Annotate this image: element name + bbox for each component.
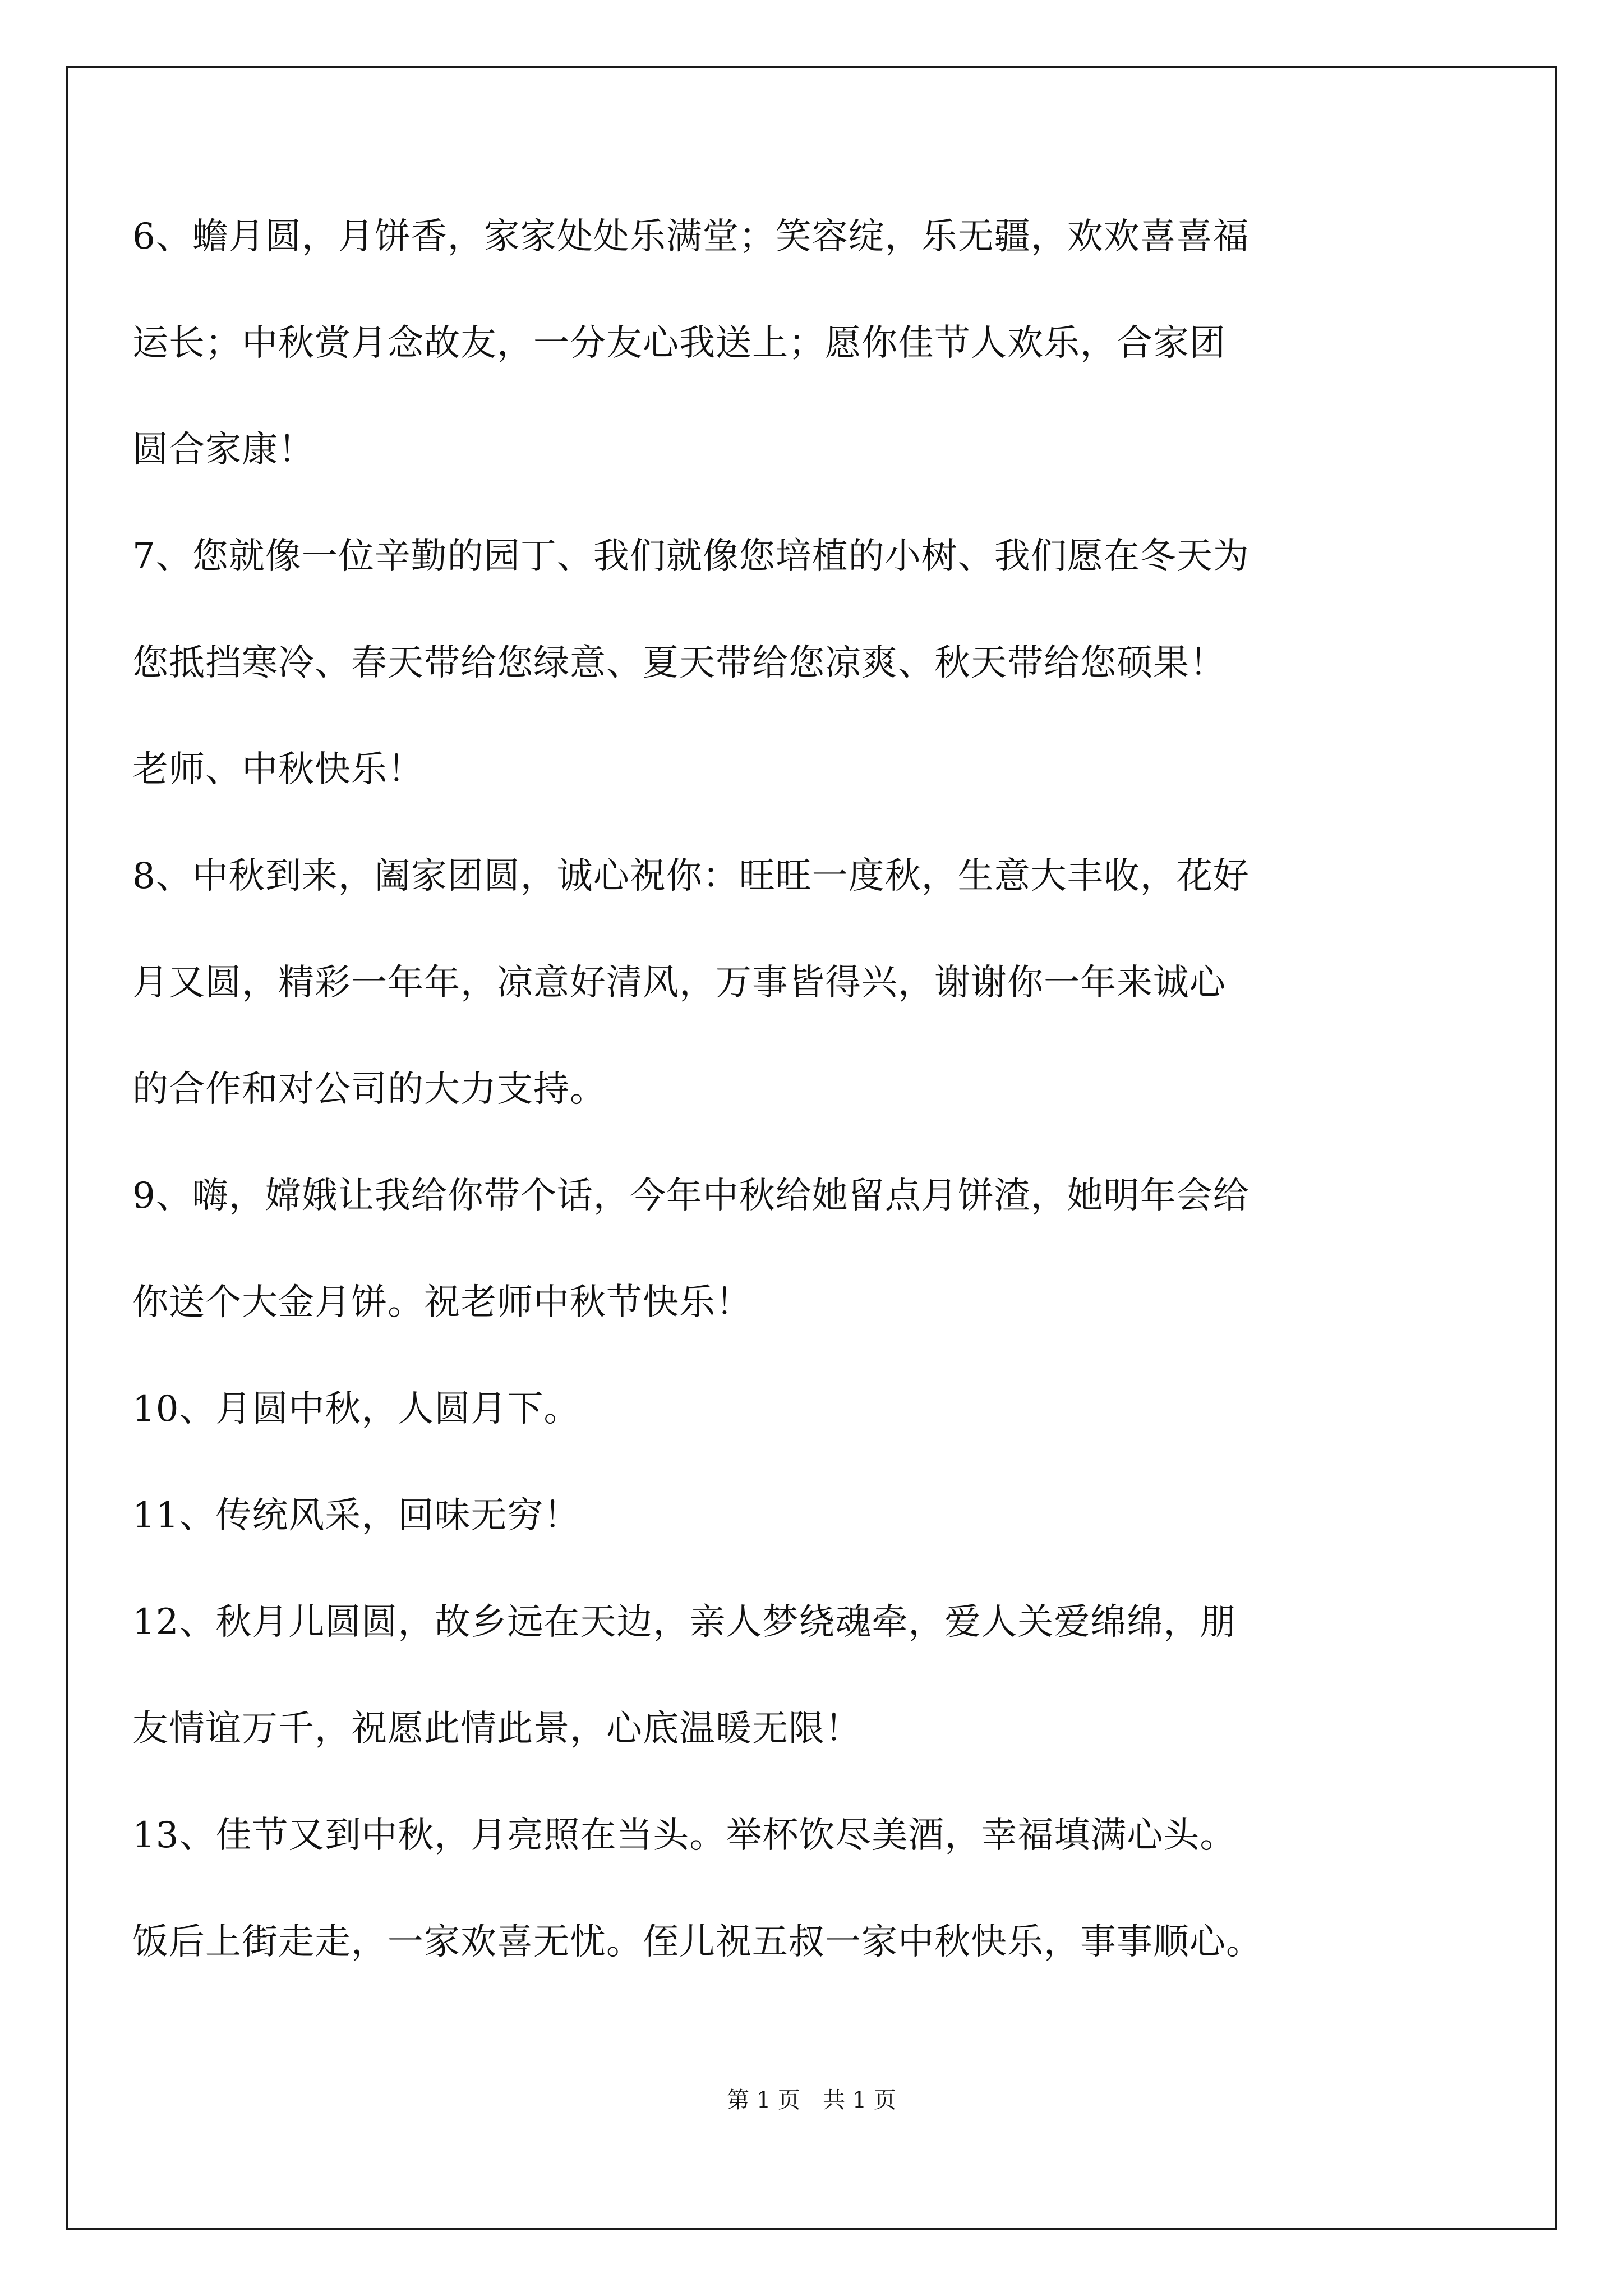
paragraph-8-line-3: 的合作和对公司的大力支持。 [132, 1069, 606, 1110]
page-footer: 第 1 页 共 1 页 [727, 2087, 896, 2113]
paragraph-8-line-1: 8、中秋到来，阖家团圆，诚心祝你：旺旺一度秋，生意大丰收，花好 [132, 855, 1249, 897]
paragraph-6-line-2: 运长；中秋赏月念故友，一分友心我送上；愿你佳节人欢乐，合家团 [132, 323, 1226, 364]
paragraph-10-line-1: 10、月圆中秋，人圆月下。 [132, 1388, 580, 1430]
paragraph-6-line-1: 6、蟾月圆，月饼香，家家处处乐满堂；笑容绽，乐无疆，欢欢喜喜福 [132, 216, 1249, 257]
paragraph-7-line-2: 您抵挡寒冷、春天带给您绿意、夏天带给您凉爽、秋天带给您硕果！ [132, 642, 1226, 684]
paragraph-12-line-1: 12、秋月儿圆圆，故乡远在天边，亲人梦绕魂牵，爱人关爱绵绵，朋 [132, 1602, 1237, 1643]
paragraph-7-line-1: 7、您就像一位辛勤的园丁、我们就像您培植的小树、我们愿在冬天为 [132, 536, 1249, 577]
paragraph-8-line-2: 月又圆，精彩一年年，凉意好清风，万事皆得兴，谢谢你一年来诚心 [132, 962, 1226, 1004]
paragraph-11-line-1: 11、传统风采，回味无穷！ [132, 1495, 580, 1536]
paragraph-13-line-1: 13、佳节又到中秋，月亮照在当头。举杯饮尽美酒，幸福填满心头。 [132, 1815, 1237, 1856]
paragraph-9-line-2: 你送个大金月饼。祝老师中秋节快乐！ [132, 1282, 752, 1323]
paragraph-7-line-3: 老师、中秋快乐！ [132, 749, 424, 790]
paragraph-6-line-3: 圆合家康！ [132, 429, 315, 471]
paragraph-13-line-2: 饭后上街走走，一家欢喜无忧。侄儿祝五叔一家中秋快乐，事事顺心。 [132, 1921, 1262, 1963]
paragraph-12-line-2: 友情谊万千，祝愿此情此景，心底温暖无限！ [132, 1708, 861, 1750]
document-body [132, 209, 1484, 2021]
paragraph-9-line-1: 9、嗨，嫦娥让我给你带个话，今年中秋给她留点月饼渣，她明年会给 [132, 1175, 1249, 1217]
